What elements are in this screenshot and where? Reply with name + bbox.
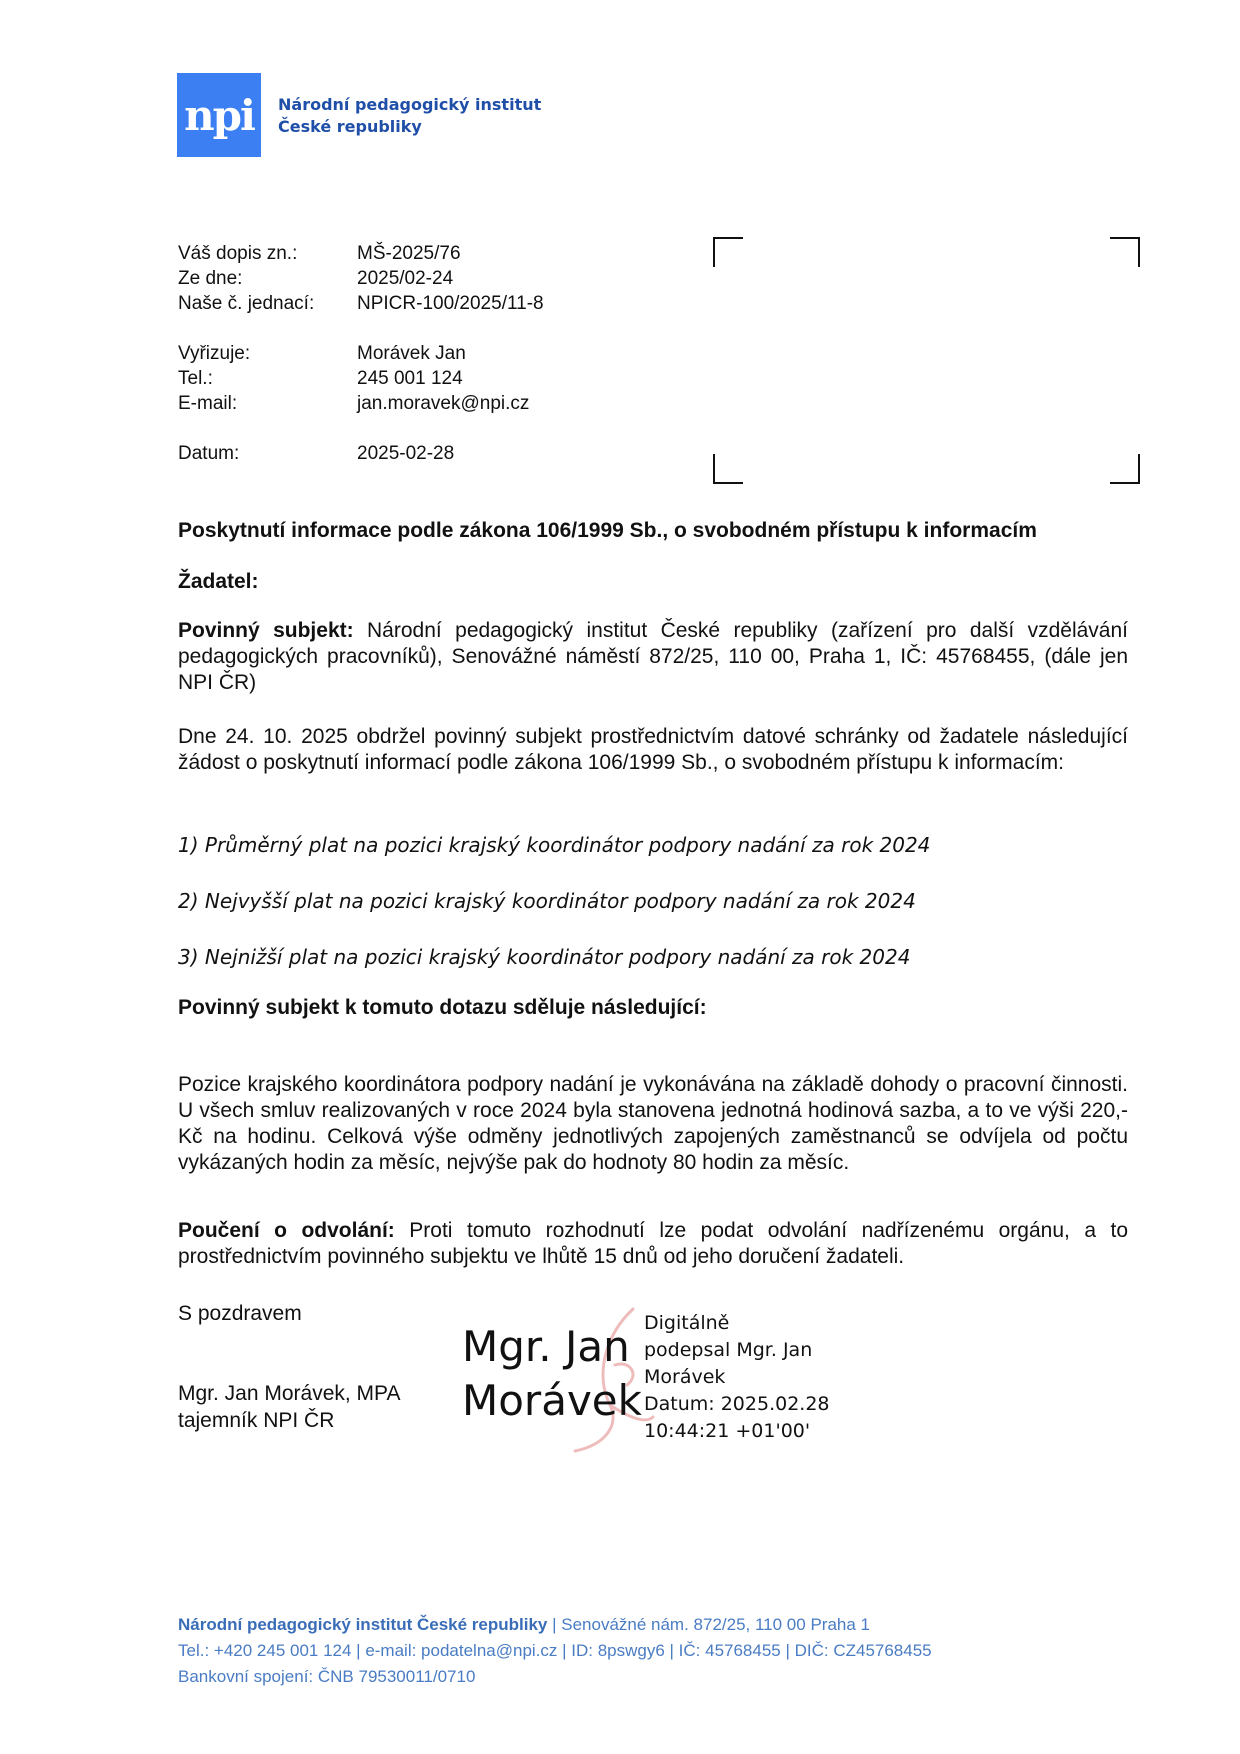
- meta-label: Vyřizuje:: [178, 343, 251, 364]
- meta-value: jan.moravek@npi.cz: [357, 393, 530, 414]
- signer-role: tajemník NPI ČR: [178, 1409, 335, 1432]
- meta-label: Váš dopis zn.:: [178, 243, 298, 264]
- footer-line3: Bankovní spojení: ČNB 79530011/0710: [178, 1667, 476, 1686]
- signature-detail-line: podepsal Mgr. Jan: [644, 1339, 813, 1361]
- footer-line2: Tel.: +420 245 001 124 | e-mail: podatelna@npi.cz | ID: 8pswgy6 | IČ: 45768455 | DIČ: CZ45768455: [178, 1641, 932, 1660]
- npi-logo: [177, 73, 261, 157]
- request-item: 1) Průměrný plat na pozici krajský koordinátor podpory nadání za rok 2024: [178, 833, 931, 857]
- logo-mark: npi: [184, 90, 254, 140]
- signature-detail-line: 10:44:21 +01'00': [644, 1420, 811, 1442]
- meta-label: Tel.:: [178, 368, 213, 389]
- logo-line1: Národní pedagogický institut: [278, 95, 542, 114]
- signature-details: [644, 1310, 830, 1445]
- meta-label: Naše č. jednací:: [178, 293, 315, 314]
- footer-line1: [178, 1612, 932, 1638]
- letter-subject: Poskytnutí informace podle zákona 106/1999 Sb., o svobodném přístupu k informacím: [178, 519, 1037, 542]
- logo-line2: České republiky: [278, 117, 422, 136]
- address-corner-top-left: [713, 237, 743, 267]
- request-item: 3) Nejnižší plat na pozici krajský koordinátor podpory nadání za rok 2024: [178, 945, 911, 969]
- meta-value: NPICR-100/2025/11-8: [357, 293, 544, 314]
- signature-name-line1: Mgr. Jan: [462, 1322, 630, 1371]
- footer-org: Národní pedagogický institut České republiky: [178, 1615, 548, 1634]
- meta-value: 245 001 124: [357, 368, 463, 389]
- address-corner-top-right: [1110, 237, 1140, 267]
- meta-value: Morávek Jan: [357, 343, 466, 364]
- meta-value: MŠ-2025/76: [357, 243, 461, 264]
- obliged-subject-label: Povinný subjekt:: [178, 619, 354, 642]
- signer-block: [178, 1380, 401, 1434]
- signature-detail-line: Morávek: [644, 1366, 726, 1388]
- signature-name-large: [462, 1320, 642, 1428]
- signer-name: Mgr. Jan Morávek, MPA: [178, 1382, 401, 1405]
- logo-text: [278, 94, 541, 138]
- answer-heading: Povinný subjekt k tomuto dotazu sděluje následující:: [178, 996, 707, 1019]
- signature-name-line2: Morávek: [462, 1376, 642, 1425]
- meta-label: E-mail:: [178, 393, 238, 414]
- request-item: 2) Nejvyšší plat na pozici krajský koordinátor podpory nadání za rok 2024: [178, 889, 916, 913]
- meta-label: Ze dne:: [178, 268, 243, 289]
- meta-value: 2025/02-24: [357, 268, 454, 289]
- greeting: S pozdravem: [178, 1302, 302, 1325]
- meta-label: Datum:: [178, 443, 240, 464]
- signature-detail-line: Datum: 2025.02.28: [644, 1393, 830, 1415]
- applicant-label: Žadatel:: [178, 570, 259, 593]
- appeal-label: Poučení o odvolání:: [178, 1219, 395, 1242]
- address-corner-bottom-left: [713, 454, 743, 484]
- obliged-subject-text: Národní pedagogický institut České republiky (zařízení pro další vzdělávání pedagogických pracovníků), Senovážné náměstí 872/25, 110 00, Praha 1, IČ: 45768455, (dále jen NPI ČR): [178, 619, 1128, 694]
- obliged-subject-paragraph: [178, 618, 1128, 696]
- appeal-paragraph: [178, 1218, 1128, 1270]
- letter-footer: [178, 1612, 932, 1690]
- answer-paragraph: Pozice krajského koordinátora podpory nadání je vykonávána na základě dohody o pracovní činnosti. U všech smluv realizovaných v roce 2024 byla stanovena jednotná hodinová sazba, a to ve výši 220,- Kč na hodinu. Celková výše odměny jednotlivých zapojených zaměstnanců se odvíjela od počtu vykázaných hodin za měsíc, nejvýše pak do hodnoty 80 hodin za měsíc.: [178, 1073, 1128, 1174]
- appeal-text: Proti tomuto rozhodnutí lze podat odvolání nadřízenému orgánu, a to prostřednictvím povinného subjektu ve lhůtě 15 dnů od jeho doručení žadateli.: [178, 1219, 1129, 1268]
- signature-detail-line: Digitálně: [644, 1312, 730, 1334]
- meta-value: 2025-02-28: [357, 443, 455, 464]
- request-intro-paragraph: Dne 24. 10. 2025 obdržel povinný subjekt prostřednictvím datové schránky od žadatele následující žádost o poskytnutí informací podle zákona 106/1999 Sb., o svobodném přístupu k informacím:: [178, 725, 1128, 774]
- footer-address: | Senovážné nám. 872/25, 110 00 Praha 1: [547, 1615, 870, 1634]
- address-corner-bottom-right: [1110, 454, 1140, 484]
